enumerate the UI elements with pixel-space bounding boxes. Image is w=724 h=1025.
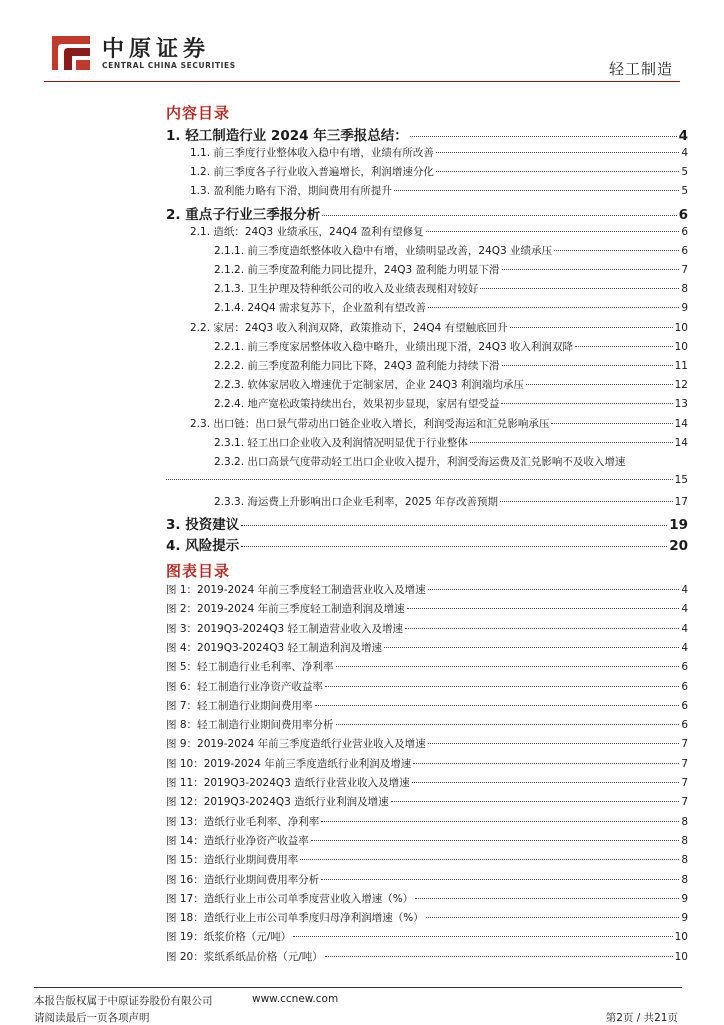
toc-entry[interactable] <box>166 640 688 655</box>
toc-entry-label: 图 11：2019Q3-2024Q3 造纸行业营业收入及增速 <box>166 777 410 789</box>
toc-entry-label: 图 1：2019-2024 年前三季度轻工制造营业收入及增速 <box>166 584 426 596</box>
toc-leader-dots <box>426 231 680 232</box>
toc-entry-page: 8 <box>681 873 688 886</box>
toc-entry-page: 5 <box>681 166 688 179</box>
brand-name-en: CENTRAL CHINA SECURITIES <box>102 61 236 70</box>
footer-copyright: 本报告版权属于中原证券股份有限公司 <box>34 995 213 1007</box>
toc-leader-dots <box>426 917 680 918</box>
toc-entry-page: 8 <box>681 854 688 867</box>
toc-entry[interactable] <box>166 949 688 964</box>
toc-entry-label: 2.1.1. 前三季度造纸整体收入稳中有增，业绩明显改善，24Q3 业绩承压 <box>214 244 553 257</box>
footer-disclaimer: 请阅读最后一页各项声明 <box>34 1012 150 1024</box>
toc-leader-dots <box>412 782 680 783</box>
toc-entry-label: 2.3. 出口链：出口景气带动出口链企业收入增长，利润受海运和汇兑影响承压 <box>190 417 550 430</box>
toc-entry-page: 9 <box>681 912 688 925</box>
toc-entry-page: 4 <box>681 147 688 159</box>
toc-entry-label: 4. 风险提示 <box>166 538 240 555</box>
toc-entry-label: 图 4：2019Q3-2024Q3 轻工制造利润及增速 <box>166 641 382 654</box>
toc-entry-label: 图 16：造纸行业期间费用率分析 <box>166 873 320 886</box>
toc-entry[interactable] <box>166 203 688 223</box>
toc-entry[interactable] <box>166 659 688 674</box>
toc-leader-dots <box>510 327 673 328</box>
toc-entry-label: 图 2：2019-2024 年前三季度轻工制造利润及增速 <box>166 603 405 616</box>
toc-leader-dots <box>166 479 673 480</box>
toc-entry[interactable] <box>166 891 688 906</box>
toc-entry-label: 2.3.1. 轻工出口企业收入及利润情况明显优于行业整体 <box>214 436 468 449</box>
toc-leader-dots <box>526 384 673 385</box>
toc-entry-label: 图 20：浆纸系纸品价格（元/吨） <box>166 950 323 963</box>
page-header <box>0 0 724 84</box>
toc-leader-dots <box>410 136 677 137</box>
toc-entry-page: 7 <box>681 796 688 809</box>
toc-entry-page: 4 <box>681 622 688 635</box>
toc-entry-page: 10 <box>674 321 688 334</box>
toc-entry-label: 图 13：造纸行业毛利率、净利率 <box>166 815 320 828</box>
toc-leader-dots <box>500 501 673 502</box>
toc-entry[interactable] <box>166 358 688 373</box>
toc-entry-label: 1.1. 前三季度行业整体收入稳中有增，业绩有所改善 <box>190 147 434 159</box>
toc-leader-dots <box>241 525 667 526</box>
toc-entry-page: 19 <box>669 517 688 534</box>
toc-leader-dots <box>321 879 679 880</box>
toc-entry[interactable] <box>166 513 688 533</box>
toc-leader-dots <box>293 936 672 937</box>
toc-leader-dots <box>315 705 680 706</box>
toc-entry-page: 9 <box>681 892 688 905</box>
toc-entry-page: 20 <box>669 538 688 555</box>
toc-entry-page: 5 <box>681 185 688 198</box>
toc-leader-dots <box>336 724 680 725</box>
toc-entry-page: 7 <box>681 757 688 770</box>
toc-entry[interactable] <box>166 601 688 616</box>
toc-entry[interactable] <box>166 281 688 296</box>
toc-entry[interactable] <box>166 534 688 554</box>
toc-entry-page: 6 <box>681 680 688 693</box>
toc-entry[interactable] <box>166 794 688 809</box>
toc-entry-label: 1.3. 盈利能力略有下滑，期间费用有所提升 <box>190 185 392 198</box>
toc-entry-label: 1. 轻工制造行业 2024 年三季报总结： <box>166 128 408 144</box>
toc-entry[interactable] <box>166 224 688 239</box>
toc-entry-page: 10 <box>674 931 688 944</box>
toc-entry-page: 7 <box>681 264 688 276</box>
toc-entry-label: 2.1.2. 前三季度盈利能力同比提升，24Q3 盈利能力明显下滑 <box>214 264 500 276</box>
toc-entry[interactable] <box>166 698 688 713</box>
toc-leader-dots <box>502 365 673 366</box>
toc-entry-label: 2.2.3. 软体家居收入增速优于定制家居，企业 24Q3 利润端均承压 <box>214 379 524 392</box>
toc-entry-label: 图 8：轻工制造行业期间费用率分析 <box>166 719 334 732</box>
toc-entry-label: 2.2.1. 前三季度家居整体收入稳中略升，业绩出现下滑，24Q3 收入利润双降 <box>214 340 574 353</box>
toc-entry-page: 4 <box>678 128 688 144</box>
toc-entry[interactable] <box>166 124 688 144</box>
toc-entry[interactable] <box>166 775 688 790</box>
toc-entry-page: 17 <box>674 496 688 508</box>
toc-entry-label: 2.3.2. 出口高景气度带动轻工出口企业收入提升，利润受海运费及汇兑影响不及收入增速 <box>214 456 626 468</box>
toc-entry[interactable] <box>166 416 688 431</box>
toc-entry[interactable] <box>166 852 688 867</box>
toc-entry[interactable] <box>166 243 688 258</box>
toc-entry-page: 8 <box>681 283 688 296</box>
toc-entry-label: 图 5：轻工制造行业毛利率、净利率 <box>166 661 334 674</box>
toc-entry-page: 4 <box>681 584 688 596</box>
toc-leader-dots <box>428 743 680 744</box>
toc-entry-label: 图 19：纸浆价格（元/吨） <box>166 931 292 944</box>
toc-leader-dots <box>325 686 679 687</box>
footer-url-link[interactable]: www.ccnew.com <box>252 993 339 1005</box>
toc-leader-dots <box>436 152 679 153</box>
toc-leader-dots <box>428 589 680 590</box>
toc-entry-page: 9 <box>681 302 688 315</box>
toc-entry-label: 1.2. 前三季度各子行业收入普遍增长，利润增速分化 <box>190 166 434 179</box>
toc-entry[interactable] <box>166 872 688 887</box>
toc-leader-dots <box>391 801 680 802</box>
toc-entry-page: 13 <box>674 398 688 411</box>
toc-entry-page: 7 <box>681 777 688 789</box>
toc-entry-page: 4 <box>681 641 688 654</box>
toc-entry[interactable] <box>166 736 688 751</box>
toc-leader-dots <box>413 763 679 764</box>
toc-leader-dots <box>428 307 679 308</box>
page-number: 第2页 / 共21页 <box>605 1012 678 1024</box>
toc-entry[interactable] <box>166 582 688 597</box>
toc-leader-dots <box>300 859 679 860</box>
toc-entry-page: 11 <box>674 360 688 372</box>
toc-entry-page: 8 <box>681 815 688 828</box>
toc-entry-page: 14 <box>674 417 688 430</box>
toc-entry[interactable] <box>166 833 688 848</box>
toc-entry-page: 14 <box>674 436 688 449</box>
toc-entry-page: 6 <box>678 206 688 223</box>
toc-leader-dots <box>554 250 679 251</box>
toc-entry-label: 2.2.2. 前三季度盈利能力同比下降，24Q3 盈利能力持续下滑 <box>214 360 500 372</box>
toc-entry-label: 3. 投资建议 <box>166 517 240 534</box>
toc-entry[interactable] <box>166 377 688 392</box>
toc-entry[interactable] <box>166 929 688 944</box>
toc-entry[interactable] <box>166 717 688 732</box>
toc-entry[interactable] <box>166 494 688 509</box>
figures-title: 图表目录 <box>166 562 231 580</box>
toc-leader-dots <box>470 442 673 443</box>
toc-leader-dots <box>575 346 673 347</box>
toc-entry-label: 图 9：2019-2024 年前三季度造纸行业营业收入及增速 <box>166 738 426 751</box>
toc-entry-label: 2. 重点子行业三季报分析 <box>166 206 321 223</box>
toc-entry-page: 12 <box>674 379 688 392</box>
toc-entry[interactable] <box>166 814 688 829</box>
toc-entry[interactable] <box>166 183 688 198</box>
toc-entry-label: 图 3：2019Q3-2024Q3 轻工制造营业收入及增速 <box>166 622 403 635</box>
toc-entry[interactable] <box>166 396 688 411</box>
toc-entry-label: 2.1.4. 24Q4 需求复苏下，企业盈利有望改善 <box>214 302 427 315</box>
toc-leader-dots <box>502 269 680 270</box>
toc-entry[interactable] <box>166 262 688 277</box>
toc-leader-dots <box>325 956 673 957</box>
toc-entry[interactable] <box>166 320 688 335</box>
toc-entry-label: 2.1. 造纸：24Q3 业绩承压，24Q4 盈利有望修复 <box>190 225 424 238</box>
toc-leader-dots <box>321 821 679 822</box>
toc-leader-dots <box>480 288 679 289</box>
toc-entry[interactable] <box>166 300 688 315</box>
toc-entry-page: 6 <box>681 225 688 238</box>
toc-entry-page: 6 <box>681 244 688 257</box>
toc-entry[interactable] <box>166 621 688 636</box>
toc-entry-label: 图 18：造纸行业上市公司单季度归母净利润增速（%） <box>166 912 424 925</box>
toc-entry[interactable] <box>166 756 688 771</box>
toc-entry[interactable] <box>166 435 688 450</box>
toc-entry[interactable] <box>166 164 688 179</box>
company-logo-icon <box>46 30 96 74</box>
toc-entry-continuation[interactable] <box>166 474 688 486</box>
toc-entry-label: 图 15：造纸行业期间费用率 <box>166 854 299 867</box>
toc-entry-label: 图 10：2019-2024 年前三季度造纸行业利润及增速 <box>166 757 412 770</box>
toc-leader-dots <box>551 423 672 424</box>
header-divider <box>44 81 680 82</box>
toc-entry-page: 6 <box>681 661 688 674</box>
toc-entry-page: 15 <box>674 474 688 486</box>
toc-leader-dots <box>384 647 679 648</box>
toc-leader-dots <box>241 546 667 547</box>
toc-entry-page: 4 <box>681 603 688 616</box>
toc-entry-page: 6 <box>681 719 688 732</box>
toc-entry-page: 8 <box>681 834 688 847</box>
toc-entry-page: 10 <box>674 340 688 353</box>
toc-entry-page: 7 <box>681 738 688 751</box>
toc-entry-page: 10 <box>674 950 688 963</box>
toc-entry-label: 图 12：2019Q3-2024Q3 造纸行业利润及增速 <box>166 796 389 809</box>
footer-divider <box>34 987 682 988</box>
toc-leader-dots <box>407 608 680 609</box>
sector-label: 轻工制造 <box>608 60 673 78</box>
toc-entry-label: 2.3.3. 海运费上升影响出口企业毛利率，2025 年存改善预期 <box>214 496 498 508</box>
toc-entry[interactable] <box>166 454 688 469</box>
toc-leader-dots <box>311 840 680 841</box>
contents-title: 内容目录 <box>166 104 231 122</box>
toc-entry[interactable] <box>166 145 688 160</box>
toc-entry-page: 6 <box>681 699 688 712</box>
brand-name-cn: 中原证券 <box>102 36 211 62</box>
toc-entry-label: 图 6：轻工制造行业净资产收益率 <box>166 680 324 693</box>
toc-leader-dots <box>501 403 672 404</box>
toc-entry-label: 图 7：轻工制造行业期间费用率 <box>166 699 313 712</box>
toc-leader-dots <box>436 171 679 172</box>
toc-leader-dots <box>336 666 680 667</box>
toc-leader-dots <box>394 190 679 191</box>
toc-entry-label: 图 17：造纸行业上市公司单季度营业收入增速（%） <box>166 892 414 905</box>
toc-entry-label: 图 14：造纸行业净资产收益率 <box>166 834 309 847</box>
toc-leader-dots <box>405 628 679 629</box>
toc-entry-label: 2.2.4. 地产宽松政策持续出台，效果初步显现，家居有望受益 <box>214 398 500 411</box>
toc-leader-dots <box>415 898 679 899</box>
toc-entry[interactable] <box>166 339 688 354</box>
toc-entry[interactable] <box>166 679 688 694</box>
toc-entry-label: 2.1.3. 卫生护理及特种纸公司的收入及业绩表现相对较好 <box>214 283 479 296</box>
toc-entry-label: 2.2. 家居：24Q3 收入利润双降，政策推动下，24Q4 有望触底回升 <box>190 321 508 334</box>
toc-entry[interactable] <box>166 910 688 925</box>
toc-leader-dots <box>322 215 676 216</box>
